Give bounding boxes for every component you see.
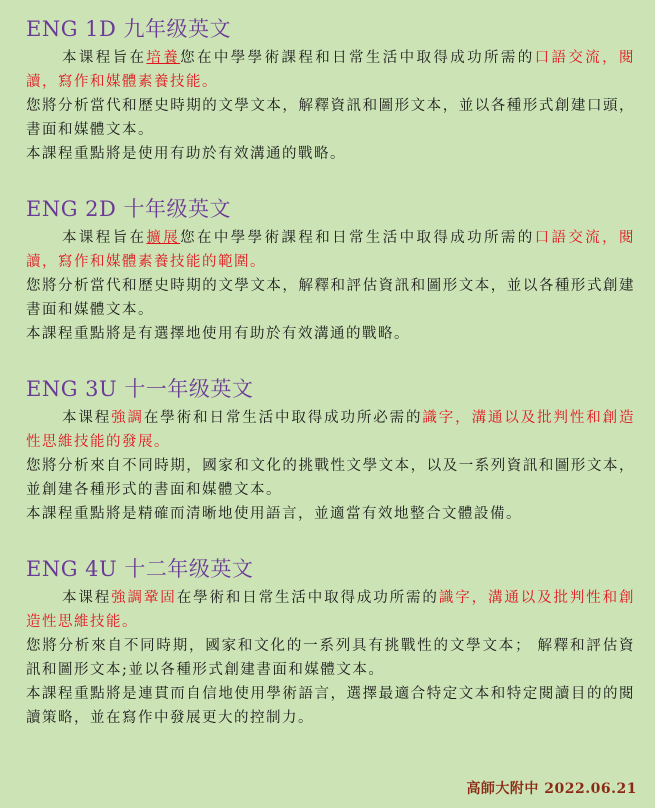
highlight-skills: 口語交流，閱讀，寫作和媒體素養技能。 [26, 50, 636, 90]
course-title: ENG 4U 十二年级英文 [26, 557, 254, 581]
course-title: ENG 1D 九年级英文 [26, 17, 232, 41]
course-section-eng3u [26, 374, 635, 526]
course-intro: 本课程旨在培養您在中學學術課程和日常生活中取得成功所需的口語交流，閱讀，寫作和媒體素養技能。 [26, 50, 636, 90]
course-section-eng2d [26, 194, 635, 346]
course-focus: 本課程重點將是使用有助於有效溝通的戰略。 [26, 146, 346, 162]
highlight-verb: 擴展 [146, 230, 181, 246]
highlight-skills: 口語交流，閱讀，寫作和媒體素養技能的範圍。 [26, 230, 636, 270]
course-focus: 本課程重點將是精確而清晰地使用語言，並適當有效地整合文體設備。 [26, 506, 522, 522]
course-focus: 本課程重點將是有選擇地使用有助於有效溝通的戰略。 [26, 326, 410, 342]
course-title: ENG 3U 十一年级英文 [26, 377, 254, 401]
course-section-eng4u [26, 554, 635, 730]
course-intro: 本课程旨在擴展您在中學學術課程和日常生活中取得成功所需的口語交流，閱讀，寫作和媒體素養技能的範圍。 [26, 230, 636, 270]
course-analysis: 您將分析當代和歷史時期的文學文本，解釋資訊和圖形文本，並以各種形式創建口頭，書面和媒體文本。 [26, 98, 635, 138]
highlight-verb: 強調 [111, 410, 144, 426]
highlight-verb: 培養 [146, 50, 181, 66]
highlight-verb: 強調鞏固 [111, 590, 177, 606]
course-analysis: 您將分析來自不同時期，國家和文化的一系列具有挑戰性的文學文本； 解釋和評估資訊和圖形文本;並以各種形式創建書面和媒體文本。 [26, 638, 635, 678]
course-focus: 本課程重點將是連貫而自信地使用學術語言，選擇最適合特定文本和特定閱讀目的的閱讀策略，並在寫作中發展更大的控制力。 [26, 686, 635, 726]
course-intro: 本课程強調鞏固在學術和日常生活中取得成功所需的識字，溝通以及批判性和創造性思維技能。 [26, 590, 636, 630]
footer-signature: 高師大附中 2022.06.21 [466, 781, 637, 797]
highlight-skills: 識字，溝通以及批判性和創造性思維技能。 [26, 590, 636, 630]
course-section-eng1d [26, 14, 635, 166]
course-analysis: 您將分析當代和歷史時期的文學文本，解釋和評估資訊和圖形文本，並以各種形式創建書面和媒體文本。 [26, 278, 635, 318]
course-analysis: 您將分析來自不同時期，國家和文化的挑戰性文學文本，以及一系列資訊和圖形文本，並創建各種形式的書面和媒體文本。 [26, 458, 635, 498]
course-intro: 本课程強調在學術和日常生活中取得成功所必需的識字，溝通以及批判性和創造性思維技能的發展。 [26, 410, 636, 450]
course-title: ENG 2D 十年级英文 [26, 197, 232, 221]
highlight-skills: 識字，溝通以及批判性和創造性思維技能的發展。 [26, 410, 636, 450]
